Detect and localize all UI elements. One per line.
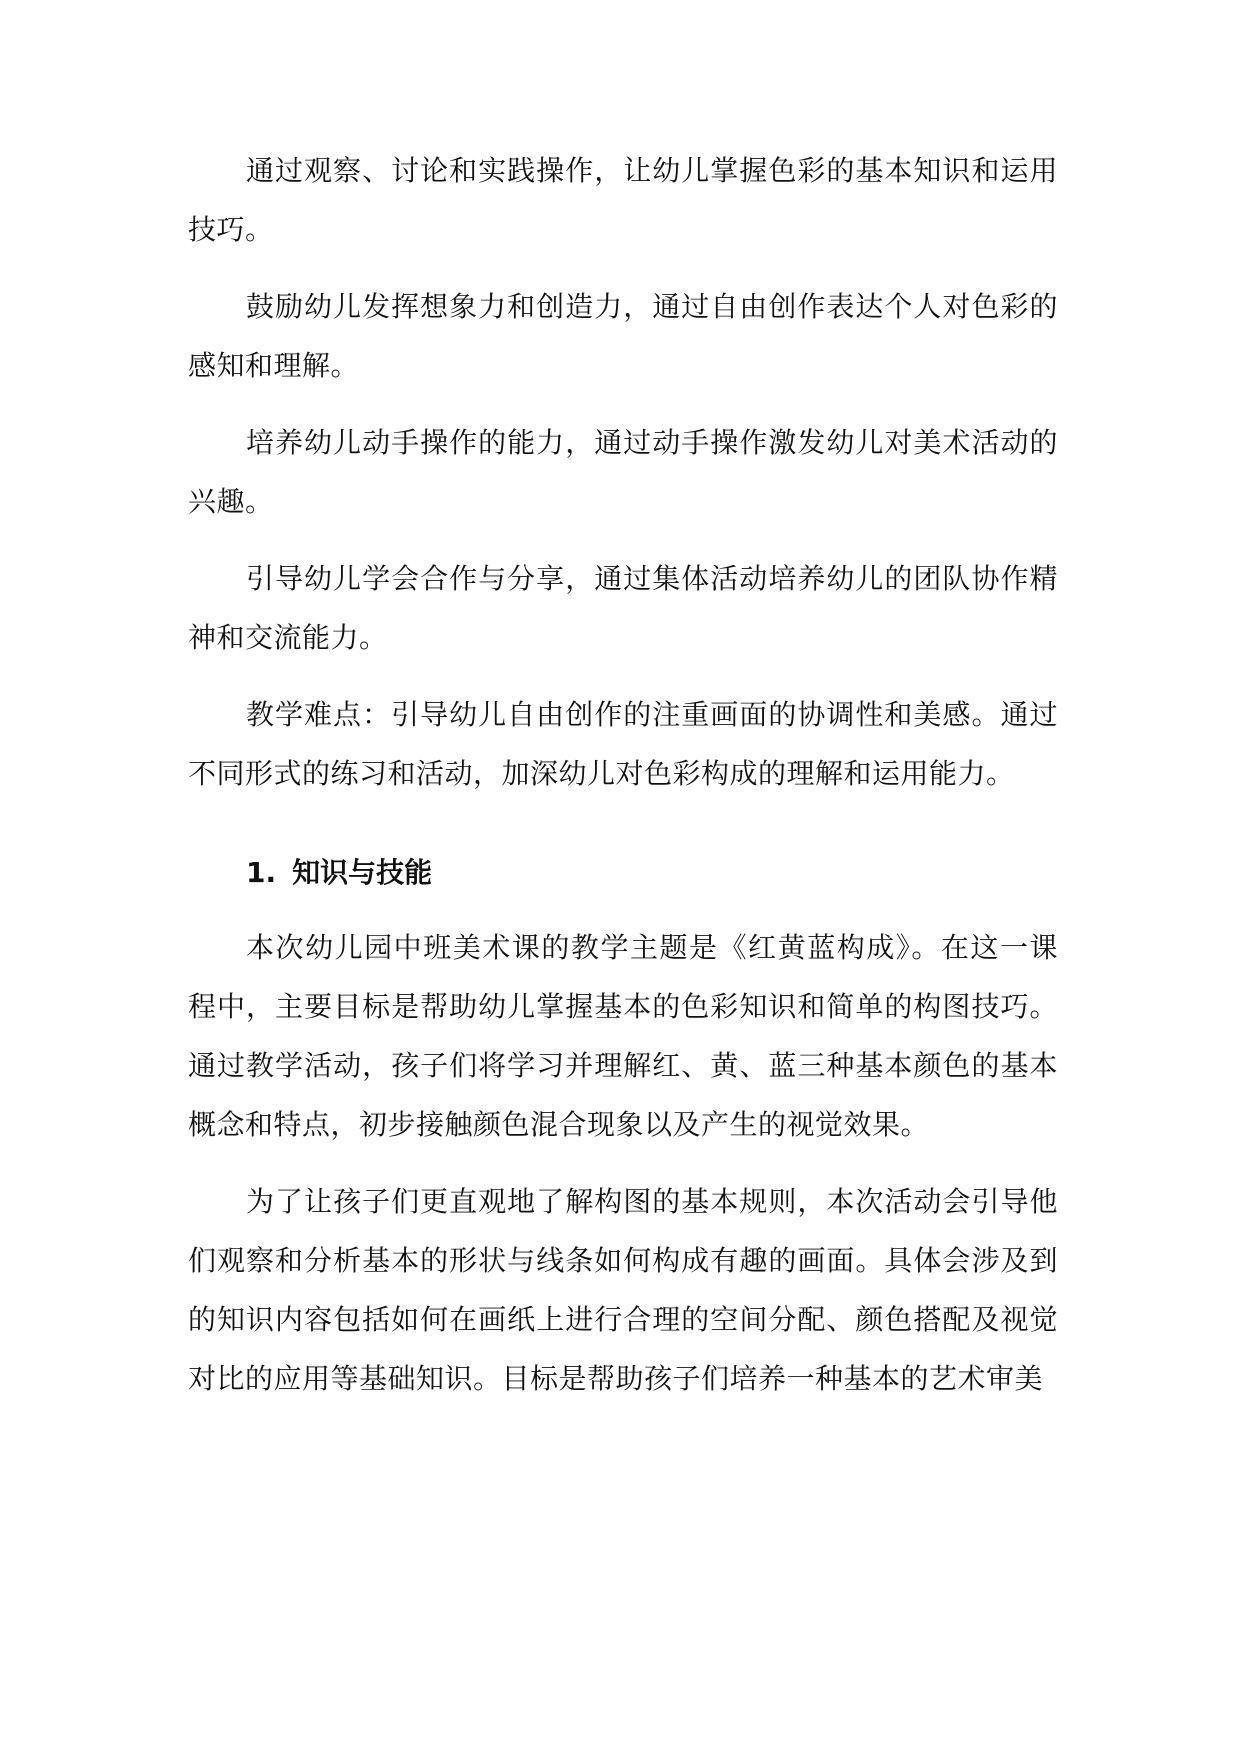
- paragraph: 为了让孩子们更直观地了解构图的基本规则，本次活动会引导他们观察和分析基本的形状与线条如何构成有趣的画面。具体会涉及到的知识内容包括如何在画纸上进行合理的空间分配、颜色搭配及视觉对比的应用等基础知识。目标是帮助孩子们培养一种基本的艺术审美: [188, 1185, 1058, 1395]
- paragraph: 本次幼儿园中班美术课的教学主题是《红黄蓝构成》。在这一课程中，主要目标是帮助幼儿掌握基本的色彩知识和简单的构图技巧。通过教学活动，孩子们将学习并理解红、黄、蓝三种基本颜色的基本概念和特点，初步接触颜色混合现象以及产生的视觉效果。: [188, 931, 1058, 1141]
- paragraph: 培养幼儿动手操作的能力，通过动手操作激发幼儿对美术活动的兴趣。: [188, 426, 1058, 518]
- paragraph: 引导幼儿学会合作与分享，通过集体活动培养幼儿的团队协作精神和交流能力。: [188, 562, 1058, 654]
- document-body: [188, 141, 1058, 1426]
- section-heading: [188, 843, 1058, 902]
- section-title: 知识与技能: [292, 856, 433, 889]
- section-number: 1.: [246, 856, 277, 889]
- paragraph: 通过观察、讨论和实践操作，让幼儿掌握色彩的基本知识和运用技巧。: [188, 154, 1058, 246]
- paragraph: 鼓励幼儿发挥想象力和创造力，通过自由创作表达个人对色彩的感知和理解。: [188, 290, 1058, 382]
- paragraph: 教学难点：引导幼儿自由创作的注重画面的协调性和美感。通过不同形式的练习和活动，加深幼儿对色彩构成的理解和运用能力。: [188, 698, 1058, 790]
